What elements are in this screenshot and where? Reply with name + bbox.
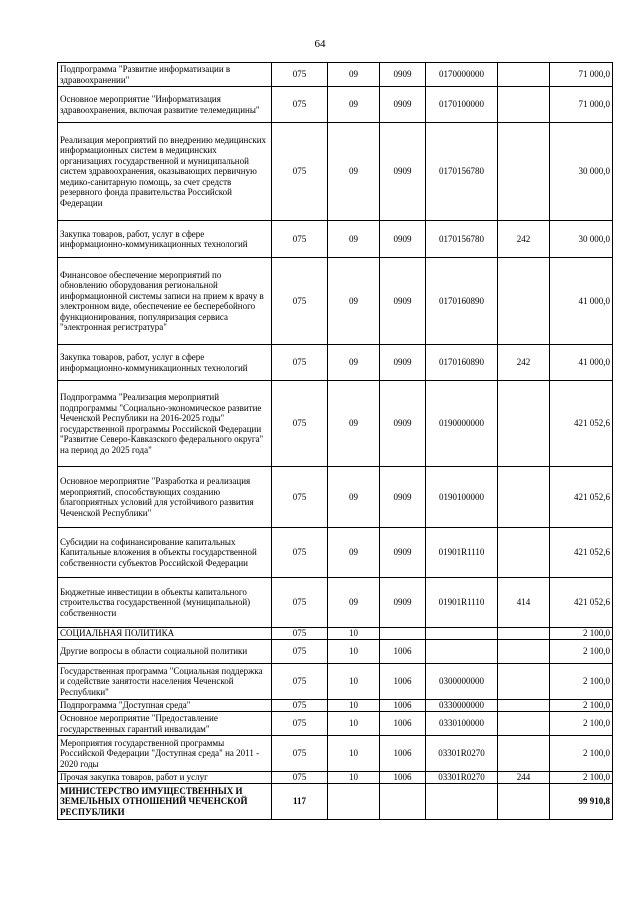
table-row [58, 63, 613, 87]
section-code: 10 [328, 640, 380, 664]
expense-type-code [498, 87, 550, 123]
ministry-code: 075 [272, 578, 328, 628]
subsection-code: 0909 [380, 63, 426, 87]
subsection-code: 1006 [380, 736, 426, 772]
amount: 2 100,0 [550, 772, 613, 784]
amount: 41 000,0 [550, 258, 613, 345]
subsection-code: 0909 [380, 87, 426, 123]
expense-type-code [498, 123, 550, 221]
amount: 421 052,6 [550, 528, 613, 578]
section-code: 10 [328, 772, 380, 784]
amount: 71 000,0 [550, 87, 613, 123]
expense-type-code: 242 [498, 345, 550, 381]
subsection-code: 0909 [380, 528, 426, 578]
section-code: 09 [328, 123, 380, 221]
target-code: 03301R0270 [426, 736, 498, 772]
target-code: 0300000000 [426, 664, 498, 700]
amount: 2 100,0 [550, 736, 613, 772]
row-name: Мероприятия государственной программы Российской Федерации "Доступная среда" на 2011 - 2020 годы [58, 736, 272, 772]
target-code [426, 784, 498, 820]
ministry-code: 075 [272, 736, 328, 772]
expense-type-code [498, 712, 550, 736]
amount: 2 100,0 [550, 640, 613, 664]
row-name: Закупка товаров, работ, услуг в сфере информационно-коммуникационных технологий [58, 221, 272, 258]
table-row [58, 784, 613, 820]
table-row [58, 221, 613, 258]
amount: 30 000,0 [550, 123, 613, 221]
subsection-code: 1006 [380, 664, 426, 700]
table-row [58, 345, 613, 381]
target-code: 0190100000 [426, 467, 498, 528]
table-row [58, 528, 613, 578]
row-name: Государственная программа "Социальная поддержка и содействие занятости населения Чеченской Республики" [58, 664, 272, 700]
row-name: Прочая закупка товаров, работ и услуг [58, 772, 272, 784]
section-code: 09 [328, 87, 380, 123]
row-name: Закупка товаров, работ, услуг в сфере информационно-коммуникационных технологий [58, 345, 272, 381]
target-code [426, 628, 498, 640]
target-code: 0170156780 [426, 221, 498, 258]
row-name: Субсидии на софинансирование капитальных Капитальные вложения в объекты государственной собственности субъектов Российской Федерации [58, 528, 272, 578]
amount: 2 100,0 [550, 628, 613, 640]
row-name: Другие вопросы в области социальной политики [58, 640, 272, 664]
row-name: Основное мероприятие "Предоставление государственных гарантий инвалидам" [58, 712, 272, 736]
row-name: Финансовое обеспечение мероприятий по обновлению оборудования региональной информационной системы записи на прием к врачу в электронном виде, обеспечение ее бесперебойного функционирования, популяризация сервиса "электронная регистратура" [58, 258, 272, 345]
subsection-code: 0909 [380, 578, 426, 628]
subsection-code: 0909 [380, 258, 426, 345]
target-code: 0190000000 [426, 381, 498, 467]
row-name: Реализация мероприятий по внедрению медицинских информационных систем в медицинских организациях государственной и муниципальной систем здравоохранения, оказывающих первичную медико-санитарную помощь, за счет средств резервного фонда правительства Российской Федерации [58, 123, 272, 221]
subsection-code: 1006 [380, 700, 426, 712]
ministry-code: 075 [272, 381, 328, 467]
section-code: 09 [328, 221, 380, 258]
target-code: 0170000000 [426, 63, 498, 87]
ministry-code: 075 [272, 640, 328, 664]
row-name: Основное мероприятие "Информатизация здравоохранения, включая развитие телемедицины" [58, 87, 272, 123]
expense-type-code [498, 528, 550, 578]
table-row [58, 87, 613, 123]
table-row [58, 258, 613, 345]
ministry-code: 075 [272, 628, 328, 640]
ministry-code: 075 [272, 258, 328, 345]
section-code: 09 [328, 258, 380, 345]
target-code: 0330100000 [426, 712, 498, 736]
subsection-code: 1006 [380, 772, 426, 784]
section-code [328, 784, 380, 820]
ministry-code: 075 [272, 87, 328, 123]
row-name: Бюджетные инвестиции в объекты капитального строительства государственной (муниципальной) собственности [58, 578, 272, 628]
subsection-code: 0909 [380, 221, 426, 258]
section-code: 09 [328, 345, 380, 381]
expense-type-code [498, 467, 550, 528]
table-row [58, 664, 613, 700]
expense-type-code [498, 736, 550, 772]
subsection-code [380, 628, 426, 640]
ministry-code: 075 [272, 221, 328, 258]
ministry-code: 075 [272, 700, 328, 712]
amount: 2 100,0 [550, 700, 613, 712]
expense-type-code [498, 640, 550, 664]
expense-type-code [498, 628, 550, 640]
amount: 2 100,0 [550, 712, 613, 736]
section-code: 10 [328, 664, 380, 700]
target-code: 01901R1110 [426, 578, 498, 628]
ministry-code: 075 [272, 467, 328, 528]
table-row [58, 640, 613, 664]
target-code: 0170160890 [426, 258, 498, 345]
row-name: Основное мероприятие "Разработка и реализация мероприятий, способствующих созданию благоприятных условий для устойчивого развития Чеченской Республики" [58, 467, 272, 528]
subsection-code: 1006 [380, 640, 426, 664]
target-code: 0170160890 [426, 345, 498, 381]
expense-type-code [498, 63, 550, 87]
ministry-code: 075 [272, 63, 328, 87]
ministry-code: 075 [272, 664, 328, 700]
row-name: Подпрограмма "Реализация мероприятий подпрограммы "Социально-экономическое развитие Чеченской Республики на 2016-2025 годы" государственной программы Российской Федерации "Развитие Северо-Кавказского федерального округа" на период до 2025 года" [58, 381, 272, 467]
table-row [58, 381, 613, 467]
expense-type-code [498, 258, 550, 345]
section-code: 10 [328, 736, 380, 772]
ministry-code: 075 [272, 772, 328, 784]
subsection-code: 0909 [380, 467, 426, 528]
ministry-code: 117 [272, 784, 328, 820]
section-code: 09 [328, 381, 380, 467]
ministry-code: 075 [272, 712, 328, 736]
amount: 421 052,6 [550, 381, 613, 467]
target-code: 03301R0270 [426, 772, 498, 784]
section-code: 09 [328, 578, 380, 628]
ministry-code: 075 [272, 345, 328, 381]
amount: 421 052,6 [550, 467, 613, 528]
table-row [58, 123, 613, 221]
table-row [58, 700, 613, 712]
amount: 41 000,0 [550, 345, 613, 381]
page-number: 64 [314, 38, 326, 50]
budget-table [57, 62, 613, 820]
section-code: 10 [328, 712, 380, 736]
ministry-code: 075 [272, 528, 328, 578]
amount: 421 052,6 [550, 578, 613, 628]
expense-type-code: 242 [498, 221, 550, 258]
table-row [58, 628, 613, 640]
table-row [58, 736, 613, 772]
target-code: 01901R1110 [426, 528, 498, 578]
amount: 99 910,8 [550, 784, 613, 820]
target-code: 0170156780 [426, 123, 498, 221]
target-code: 0330000000 [426, 700, 498, 712]
subsection-code [380, 784, 426, 820]
table-row [58, 578, 613, 628]
subsection-code: 1006 [380, 712, 426, 736]
section-code: 10 [328, 700, 380, 712]
row-name: МИНИСТЕРСТВО ИМУЩЕСТВЕННЫХ И ЗЕМЕЛЬНЫХ ОТНОШЕНИЙ ЧЕЧЕНСКОЙ РЕСПУБЛИКИ [58, 784, 272, 820]
expense-type-code: 414 [498, 578, 550, 628]
section-code: 10 [328, 628, 380, 640]
row-name: Подпрограмма "Развитие информатизации в здравоохранении" [58, 63, 272, 87]
amount: 2 100,0 [550, 664, 613, 700]
amount: 71 000,0 [550, 63, 613, 87]
table-row [58, 772, 613, 784]
expense-type-code [498, 664, 550, 700]
row-name: СОЦИАЛЬНАЯ ПОЛИТИКА [58, 628, 272, 640]
expense-type-code [498, 700, 550, 712]
ministry-code: 075 [272, 123, 328, 221]
subsection-code: 0909 [380, 123, 426, 221]
expense-type-code [498, 784, 550, 820]
target-code [426, 640, 498, 664]
expense-type-code: 244 [498, 772, 550, 784]
section-code: 09 [328, 528, 380, 578]
expense-type-code [498, 381, 550, 467]
amount: 30 000,0 [550, 221, 613, 258]
section-code: 09 [328, 467, 380, 528]
table-row [58, 467, 613, 528]
target-code: 0170100000 [426, 87, 498, 123]
section-code: 09 [328, 63, 380, 87]
row-name: Подпрограмма "Доступная среда" [58, 700, 272, 712]
table-row [58, 712, 613, 736]
subsection-code: 0909 [380, 381, 426, 467]
subsection-code: 0909 [380, 345, 426, 381]
